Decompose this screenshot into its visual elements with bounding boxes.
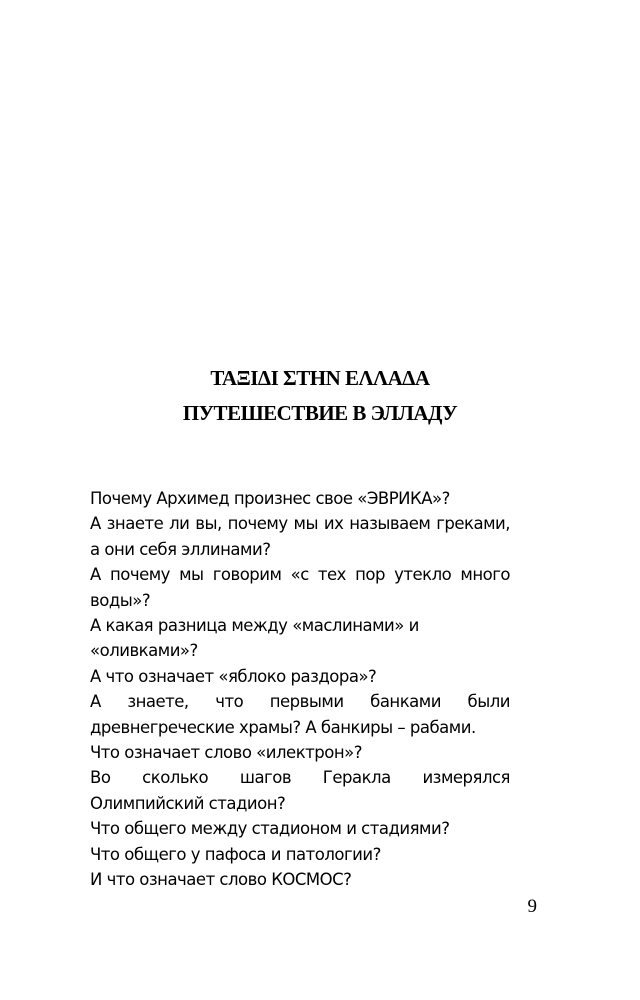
question-2: А знаете ли вы, почему мы их называем греками, а они себя эллинами?	[90, 514, 510, 559]
chapter-title-greek: ΤΑΞΙΔΙ ΣΤΗΝ ΕΛΛΑΔΑ	[210, 366, 430, 390]
question-list	[90, 486, 510, 893]
question-7: Что означает слово «илектрон»?	[90, 743, 362, 763]
question-1: Почему Архимед произнес свое «ЭВРИКА»?	[90, 489, 450, 508]
question-9: Что общего между стадионом и стадиями?	[90, 819, 450, 839]
question-10: Что общего у пафоса и патологии?	[90, 844, 381, 864]
question-3: А почему мы говорим «с тех пор утекло много воды»?	[90, 565, 510, 610]
question-5: А что означает «яблоко раздора»?	[90, 666, 377, 686]
question-4: А какая разница между «маслинами» и «оливками»?	[90, 616, 419, 661]
question-11: И что означает слово КОСМОС?	[90, 870, 352, 890]
question-8: Во сколько шагов Геракла измерялся Олимпийский стадион?	[90, 768, 510, 813]
page-number: 9	[527, 896, 537, 917]
question-6: А знаете, что первыми банками были древнегреческие храмы? А банкиры – рабами.	[90, 692, 510, 737]
chapter-title-russian: ПУТЕШЕСТВИЕ В ЭЛЛАДУ	[182, 401, 458, 425]
